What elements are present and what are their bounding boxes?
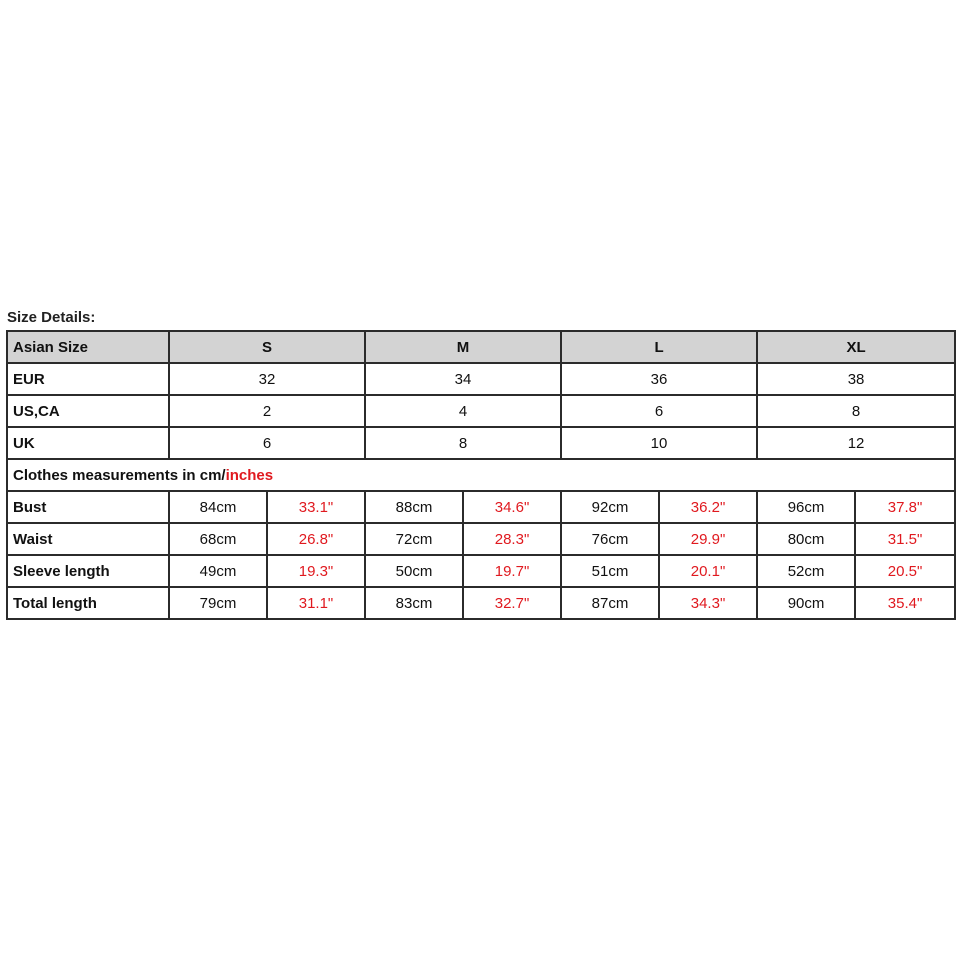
inch-cell: 35.4": [856, 588, 956, 620]
size-chart: [6, 306, 954, 620]
cm-cell: 52cm: [758, 556, 856, 588]
waist-row: [8, 524, 956, 556]
inch-cell: 20.5": [856, 556, 956, 588]
cm-cell: 50cm: [366, 556, 464, 588]
row-label: EUR: [8, 364, 170, 396]
cm-cell: 92cm: [562, 492, 660, 524]
table-cell: 8: [758, 396, 956, 428]
table-cell: 34: [366, 364, 562, 396]
header-row: [8, 332, 956, 364]
measurements-section-title: [8, 460, 956, 492]
row-label: Sleeve length: [8, 556, 170, 588]
table-cell: 12: [758, 428, 956, 460]
cm-cell: 76cm: [562, 524, 660, 556]
cm-cell: 88cm: [366, 492, 464, 524]
table-cell: 10: [562, 428, 758, 460]
cm-cell: 51cm: [562, 556, 660, 588]
table-cell: 4: [366, 396, 562, 428]
inch-cell: 34.6": [464, 492, 562, 524]
section-highlight: inches: [225, 466, 274, 484]
table-cell: 38: [758, 364, 956, 396]
cm-cell: 68cm: [170, 524, 268, 556]
section-prefix: Clothes measurements in cm/: [13, 466, 226, 484]
inch-cell: 31.5": [856, 524, 956, 556]
inch-cell: 31.1": [268, 588, 366, 620]
table-cell: 6: [562, 396, 758, 428]
cm-cell: 90cm: [758, 588, 856, 620]
inch-cell: 34.3": [660, 588, 758, 620]
total-length-row: [8, 588, 956, 620]
inch-cell: 19.3": [268, 556, 366, 588]
inch-cell: 36.2": [660, 492, 758, 524]
inch-cell: 26.8": [268, 524, 366, 556]
eur-row: [8, 364, 956, 396]
inch-cell: 20.1": [660, 556, 758, 588]
size-xl-header: XL: [758, 332, 956, 364]
size-s-header: S: [170, 332, 366, 364]
uk-row: [8, 428, 956, 460]
cm-cell: 84cm: [170, 492, 268, 524]
cm-cell: 49cm: [170, 556, 268, 588]
inch-cell: 19.7": [464, 556, 562, 588]
cm-cell: 96cm: [758, 492, 856, 524]
table-cell: 36: [562, 364, 758, 396]
header-label: Asian Size: [8, 332, 170, 364]
row-label: Total length: [8, 588, 170, 620]
table-cell: 32: [170, 364, 366, 396]
size-table: [6, 330, 956, 620]
inch-cell: 29.9": [660, 524, 758, 556]
section-row: [8, 460, 956, 492]
row-label: UK: [8, 428, 170, 460]
table-cell: 2: [170, 396, 366, 428]
row-label: Waist: [8, 524, 170, 556]
table-cell: 8: [366, 428, 562, 460]
bust-row: [8, 492, 956, 524]
size-m-header: M: [366, 332, 562, 364]
size-l-header: L: [562, 332, 758, 364]
cm-cell: 83cm: [366, 588, 464, 620]
inch-cell: 32.7": [464, 588, 562, 620]
cm-cell: 80cm: [758, 524, 856, 556]
row-label: US,CA: [8, 396, 170, 428]
us-ca-row: [8, 396, 956, 428]
cm-cell: 87cm: [562, 588, 660, 620]
inch-cell: 28.3": [464, 524, 562, 556]
table-cell: 6: [170, 428, 366, 460]
row-label: Bust: [8, 492, 170, 524]
inch-cell: 33.1": [268, 492, 366, 524]
sleeve-length-row: [8, 556, 956, 588]
size-details-caption: Size Details:: [7, 309, 96, 326]
cm-cell: 72cm: [366, 524, 464, 556]
cm-cell: 79cm: [170, 588, 268, 620]
inch-cell: 37.8": [856, 492, 956, 524]
